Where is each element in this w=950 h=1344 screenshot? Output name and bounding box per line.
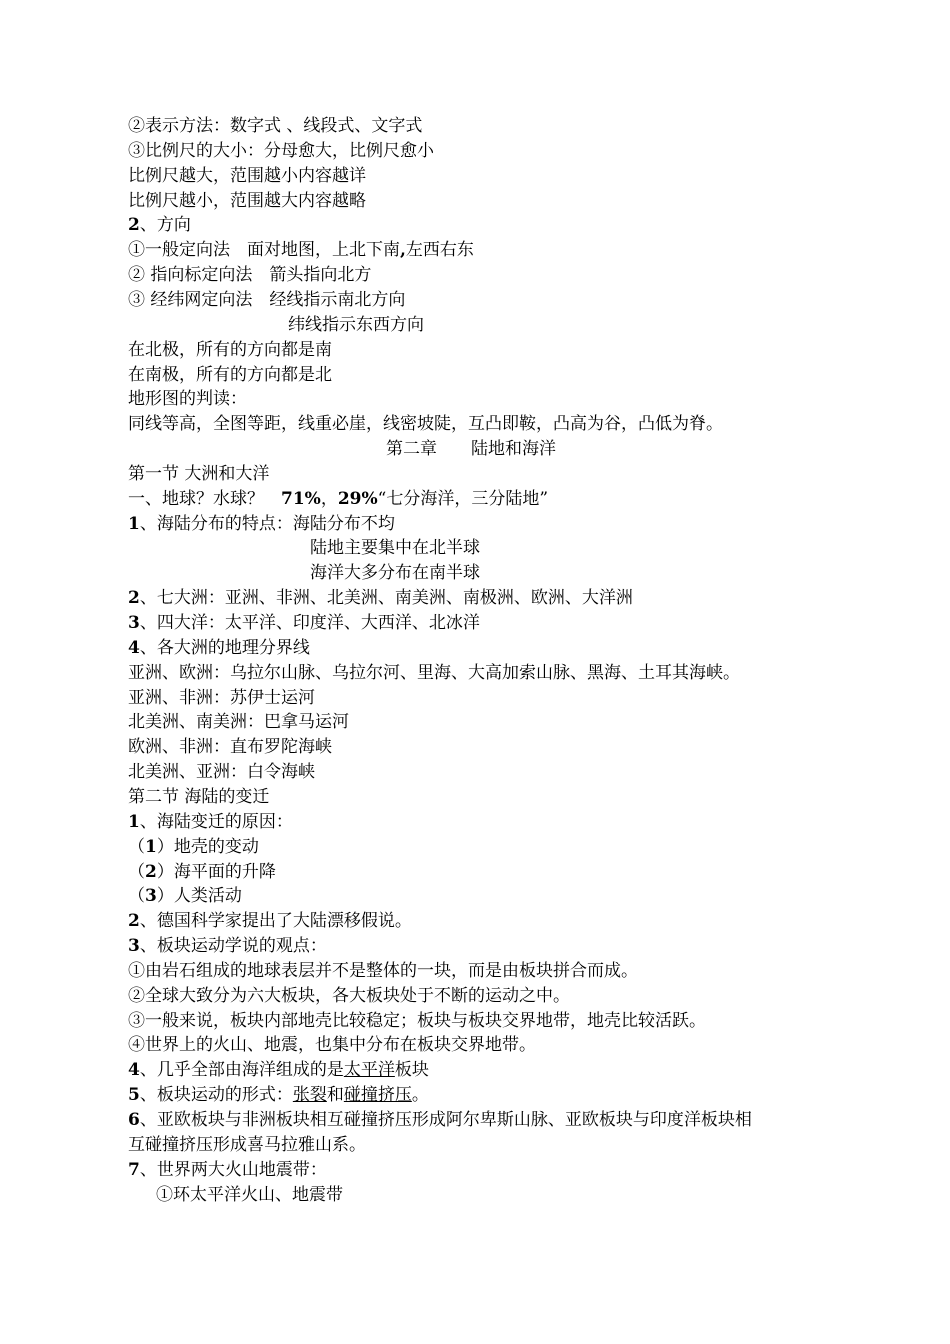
text-segment: 、德国科学家提出了大陆漂移假说。: [139, 911, 412, 932]
text-segment: ）人类活动: [156, 886, 242, 907]
bold-text: 1: [128, 513, 140, 534]
text-line: [156, 1183, 343, 1207]
underlined-text: 碰撞挤压: [343, 1085, 412, 1106]
bold-text: 2: [128, 911, 140, 932]
text-segment: 亚洲、欧洲：乌拉尔山脉、乌拉尔河、里海、大高加索山脉、黑海、土耳其海峡。: [128, 662, 740, 683]
text-line: [128, 412, 723, 436]
bold-text: 71%: [281, 488, 321, 509]
text-line: [128, 338, 332, 362]
bold-text: 5: [128, 1085, 140, 1106]
text-segment: ②全球大致分为六大板块，各大板块处于不断的运动之中。: [128, 985, 570, 1006]
text-line: [128, 686, 315, 710]
text-line: [128, 189, 366, 213]
text-segment: 陆地主要集中在北半球: [310, 538, 480, 559]
text-segment: 亚洲、非洲：苏伊士运河: [128, 687, 315, 708]
text-line: [128, 959, 638, 983]
bold-text: 2: [145, 861, 157, 882]
bold-text: 4: [128, 637, 140, 658]
text-segment: 互碰撞挤压形成喜马拉雅山系。: [128, 1134, 366, 1155]
text-segment: ③比例尺的大小：分母愈大，比例尺愈小: [128, 140, 434, 161]
text-line: [128, 139, 434, 163]
text-segment: 。: [411, 1085, 429, 1106]
text-line: [128, 1158, 327, 1182]
text-line: [128, 1108, 752, 1132]
text-line: [128, 860, 276, 884]
text-line: [310, 536, 480, 560]
text-line: [128, 164, 366, 188]
text-line: [128, 1058, 429, 1082]
text-segment: ③ 经纬网定向法 经线指示南北方向: [128, 289, 406, 310]
text-line: [128, 884, 242, 908]
text-segment: 、板块运动学说的观点：: [139, 936, 327, 957]
text-segment: 同线等高，全图等距，线重必崖，线密坡陡，互凸即鞍，凸高为谷，凸低为脊。: [128, 414, 723, 435]
bold-text: 29%: [337, 488, 378, 509]
text-segment: ④世界上的火山、地震，也集中分布在板块交界地带。: [128, 1035, 536, 1056]
text-segment: ②表示方法：数字式 、线段式、文字式: [128, 116, 423, 136]
text-segment: ①环太平洋火山、地震带: [156, 1184, 343, 1205]
bold-text: 6: [128, 1110, 140, 1130]
text-line: [128, 835, 259, 859]
text-line: [128, 263, 371, 287]
bold-text: 3: [128, 613, 140, 633]
bold-text: 4: [128, 1060, 140, 1081]
text-line: [128, 363, 332, 387]
text-segment: 在北极，所有的方向都是南: [128, 339, 332, 360]
text-segment: 、四大洋：太平洋、印度洋、大西洋、北冰洋: [139, 613, 480, 633]
text-line: [128, 661, 740, 685]
underlined-text: 张裂: [292, 1085, 327, 1106]
text-segment: ①一般定向法 面对地图，上北下南: [128, 240, 400, 261]
text-line: [128, 611, 480, 635]
text-segment: 、板块运动的形式：: [139, 1085, 293, 1106]
text-segment: 板块: [394, 1060, 429, 1081]
text-segment: 北美洲、南美洲：巴拿马运河: [128, 712, 349, 733]
bold-text: 3: [145, 886, 157, 907]
bold-text: ,: [400, 240, 406, 261]
text-segment: ）地壳的变动: [156, 836, 259, 857]
bold-text: 2: [128, 215, 140, 236]
text-segment: ，: [320, 488, 338, 509]
text-line: [128, 462, 269, 486]
bold-text: 7: [128, 1159, 140, 1180]
text-segment: 北美洲、亚洲：白令海峡: [128, 762, 315, 783]
underlined-text: 太平洋: [343, 1060, 395, 1081]
text-segment: ③一般来说，板块内部地壳比较稳定；板块与板块交界地带，地壳比较活跃。: [128, 1010, 706, 1031]
text-segment: ）海平面的升降: [156, 861, 276, 882]
text-line: [128, 810, 293, 834]
text-line: [128, 934, 327, 958]
text-segment: 、几乎全部由海洋组成的是: [139, 1060, 344, 1081]
text-line: [128, 1133, 366, 1157]
text-line: [128, 238, 474, 262]
bold-text: 3: [128, 936, 140, 957]
text-segment: （: [128, 886, 145, 907]
bold-text: 2: [128, 588, 140, 609]
text-line: [128, 1009, 706, 1033]
text-segment: ①由岩石组成的地球表层并不是整体的一块，而是由板块拼合而成。: [128, 960, 638, 981]
bold-text: 1: [128, 811, 140, 832]
text-segment: ② 指向标定向法 箭头指向北方: [128, 265, 372, 286]
text-line: [128, 785, 269, 809]
text-segment: 、方向: [139, 215, 191, 236]
text-segment: （: [128, 836, 145, 857]
text-line: [128, 213, 191, 237]
text-segment: 海洋大多分布在南半球: [310, 563, 480, 584]
text-segment: 、海陆分布的特点：海陆分布不均: [139, 513, 395, 534]
text-line: [288, 313, 424, 337]
bold-text: 1: [145, 836, 157, 857]
text-segment: （: [128, 861, 145, 882]
text-segment: 第一节 大洲和大洋: [128, 463, 270, 484]
text-segment: 纬线指示东西方向: [288, 314, 424, 335]
text-line: [128, 487, 548, 511]
text-line: [128, 984, 570, 1008]
text-segment: 、亚欧板块与非洲板块相互碰撞挤压形成阿尔卑斯山脉、亚欧板块与印度洋板块相: [139, 1110, 752, 1130]
text-line: [128, 909, 412, 933]
text-line: [128, 288, 405, 312]
text-segment: 第二章 陆地和海洋: [386, 439, 556, 460]
text-segment: 、七大洲：亚洲、非洲、北美洲、南美洲、南极洲、欧洲、大洋洲: [139, 588, 633, 609]
text-segment: 第二节 海陆的变迁: [128, 786, 270, 807]
text-segment: 一、地球？水球？: [128, 488, 281, 509]
text-line: [310, 561, 480, 585]
text-segment: 地形图的判读：: [128, 389, 247, 410]
text-segment: 、海陆变迁的原因：: [139, 811, 293, 832]
text-segment: 和: [326, 1085, 344, 1106]
text-segment: 左西右东: [405, 240, 474, 261]
text-line: [386, 437, 556, 461]
text-line: [128, 1083, 429, 1107]
text-segment: 在南极，所有的方向都是北: [128, 364, 332, 385]
text-line: [128, 114, 422, 138]
text-segment: 欧洲、非洲：直布罗陀海峡: [128, 737, 332, 758]
text-line: [128, 512, 395, 536]
text-line: [128, 735, 332, 759]
text-segment: 、各大洲的地理分界线: [139, 637, 310, 658]
text-segment: 比例尺越大，范围越小内容越详: [128, 165, 366, 186]
text-line: [128, 387, 247, 411]
text-line: [128, 1033, 536, 1057]
text-segment: 比例尺越小，范围越大内容越略: [128, 190, 366, 211]
text-line: [128, 710, 349, 734]
text-line: [128, 586, 633, 610]
text-segment: “七分海洋，三分陆地”: [377, 488, 549, 509]
text-line: [128, 760, 315, 784]
text-line: [128, 636, 310, 660]
text-segment: 、世界两大火山地震带：: [139, 1159, 327, 1180]
